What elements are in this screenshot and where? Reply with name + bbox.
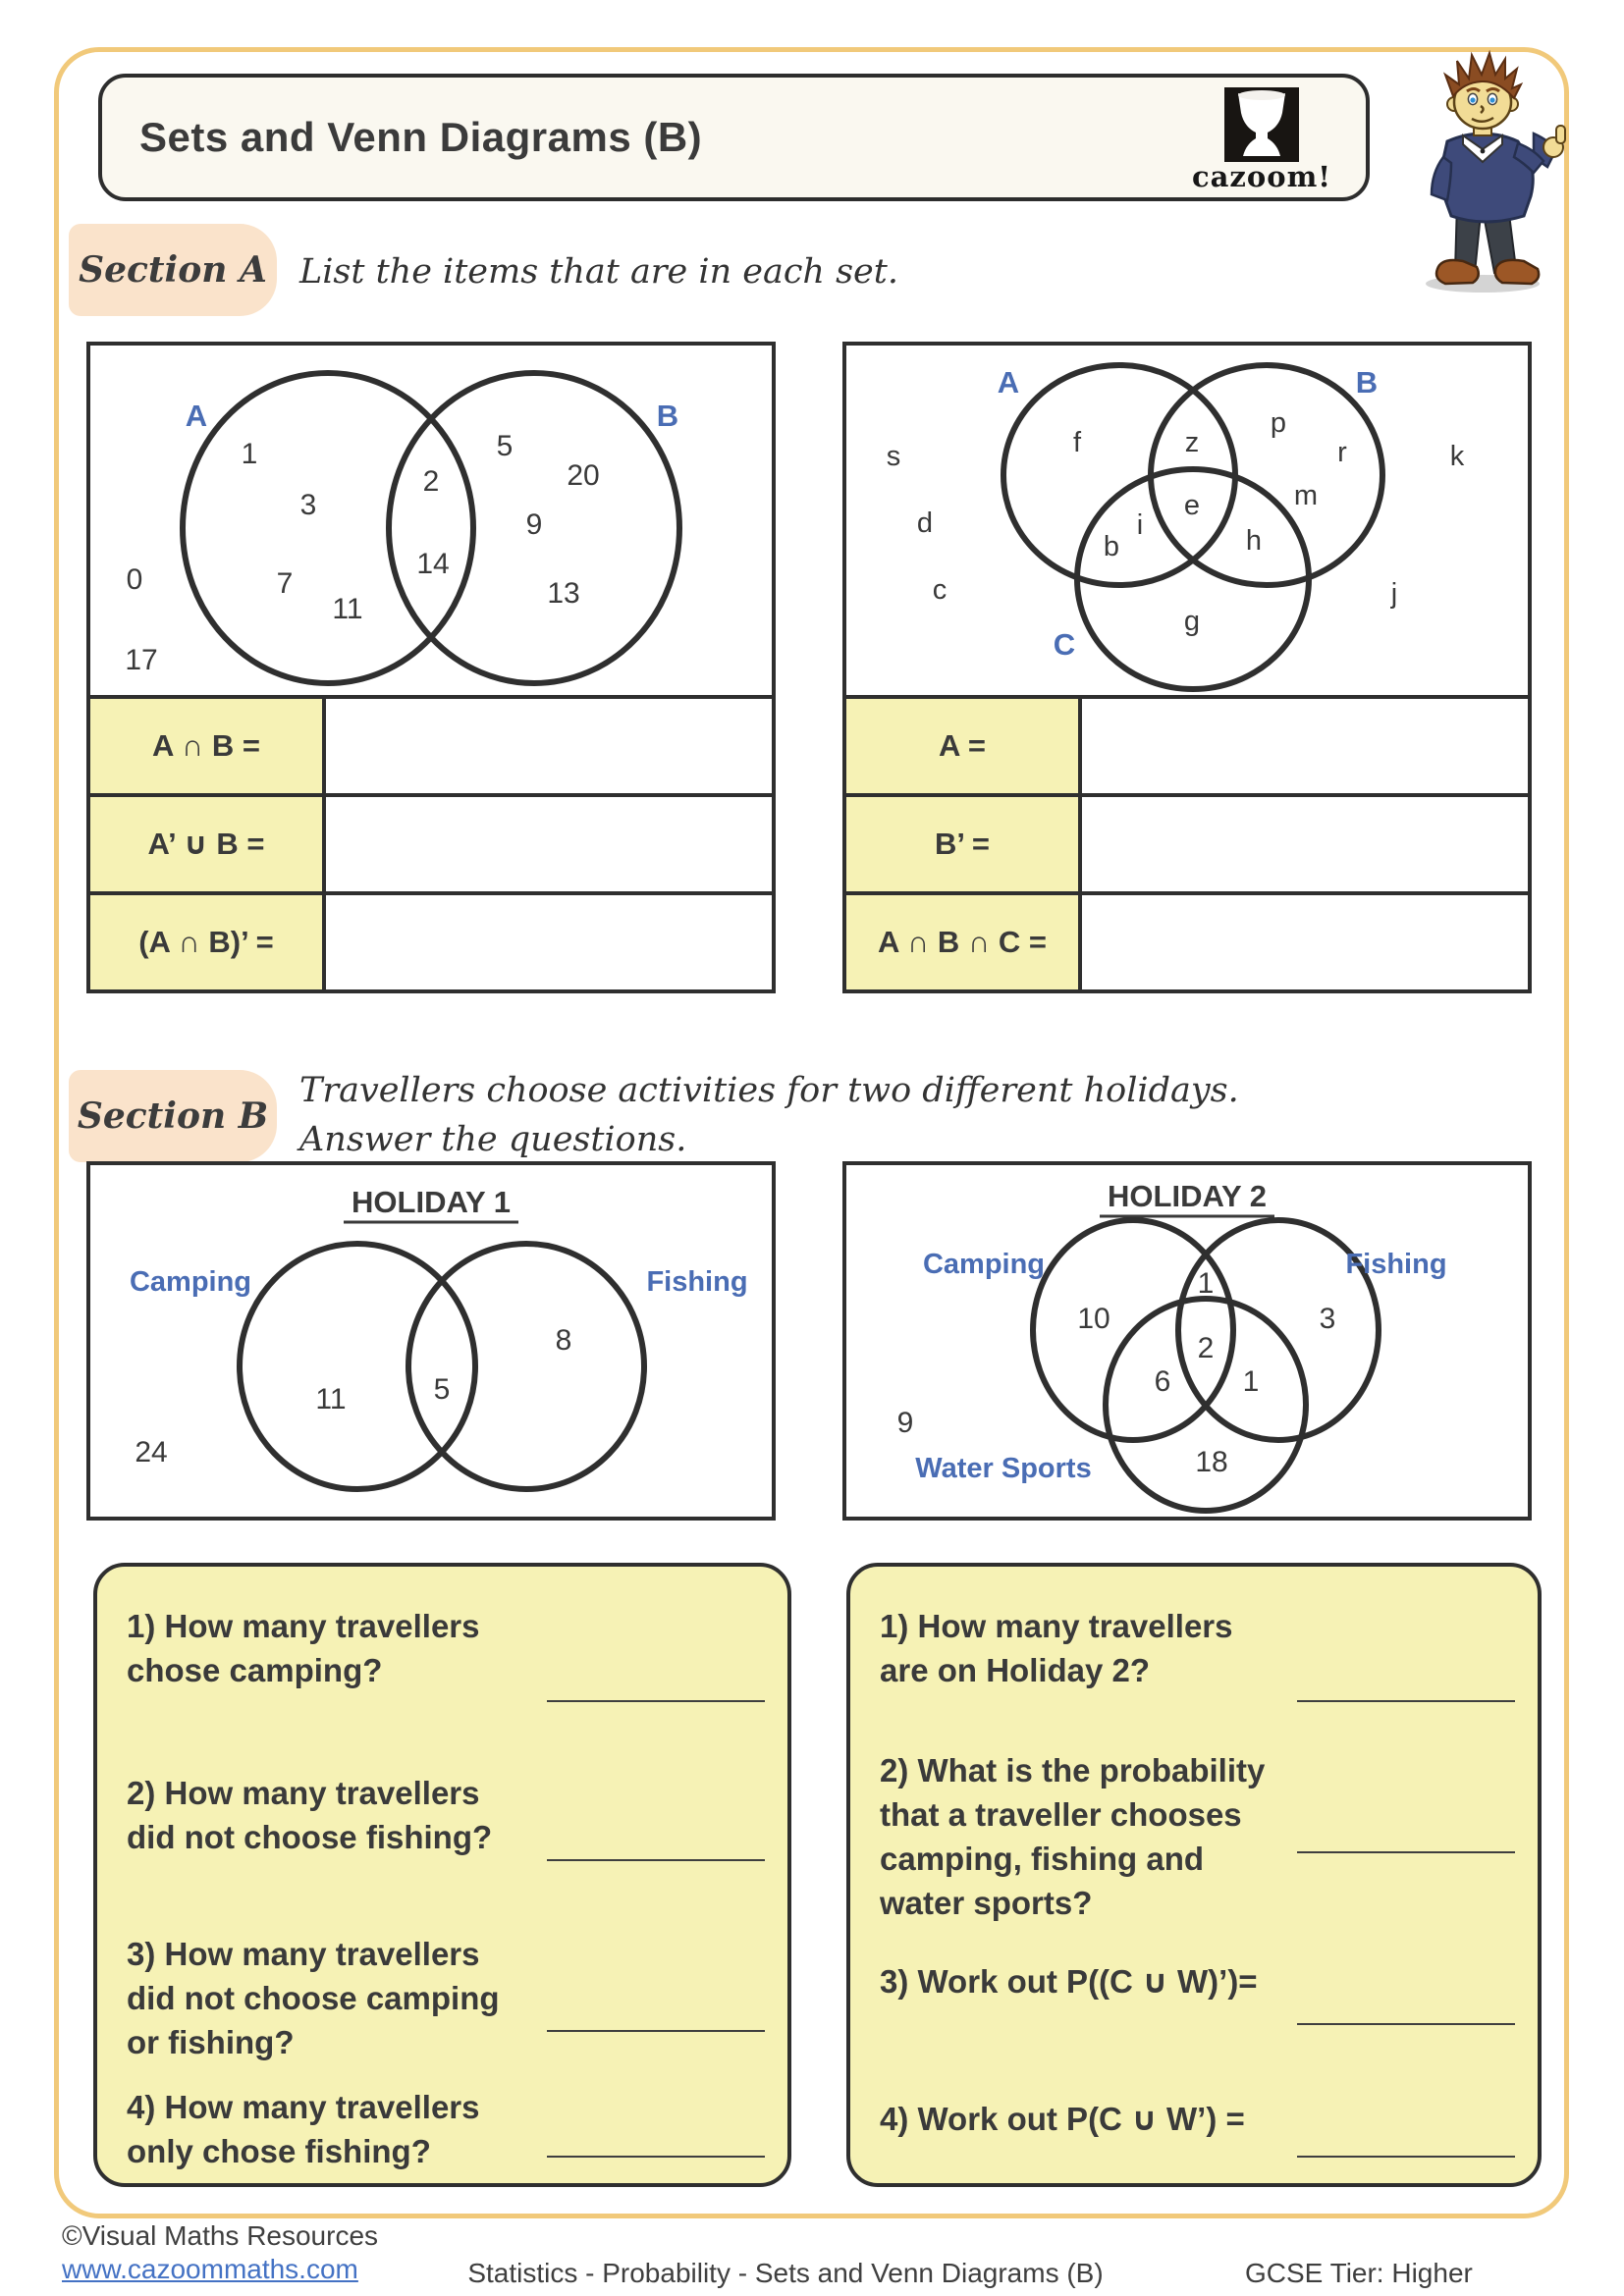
answer-label-cell — [90, 797, 326, 891]
question-line: 4) Work out P(C ∪ W’) = — [880, 2101, 1245, 2137]
holiday1-value: 8 — [555, 1324, 572, 1357]
answer-label-cell — [846, 895, 1082, 989]
venn-abc-item: p — [1270, 407, 1287, 439]
answer-row — [86, 699, 776, 797]
question-line: 1) How many travellers — [880, 1608, 1233, 1644]
answer-label-cell — [90, 895, 326, 989]
holiday1-value: 24 — [135, 1436, 168, 1468]
answer-line[interactable] — [547, 2030, 765, 2032]
fishing-label: Fishing — [1345, 1249, 1447, 1280]
footer-tier-text: GCSE Tier: Higher — [1245, 2258, 1473, 2288]
holiday2-value: 3 — [1319, 1303, 1336, 1335]
question-line: are on Holiday 2? — [880, 1652, 1151, 1688]
holiday2-value: 9 — [896, 1407, 914, 1439]
questions-right-box — [846, 1563, 1542, 2187]
section-a-instruction: List the items that are in each set. — [299, 252, 898, 292]
question-1 — [880, 1604, 1233, 1692]
venn-ab-panel — [86, 342, 776, 993]
holiday2-value: 1 — [1197, 1267, 1215, 1300]
answer-line[interactable] — [1297, 1851, 1515, 1853]
holiday1-diagram — [86, 1161, 776, 1521]
answer-field[interactable] — [1082, 797, 1528, 891]
answer-field[interactable] — [326, 895, 772, 989]
set-expression: A = — [939, 728, 986, 763]
answer-label-cell — [846, 699, 1082, 793]
venn-ab-svg — [90, 346, 772, 695]
question-line: did not choose camping — [127, 1980, 500, 2016]
answer-row — [842, 895, 1532, 993]
venn-abc-item: s — [886, 441, 901, 472]
cazoom-wordmark: cazoom! — [1191, 160, 1332, 193]
camping-label: Camping — [129, 1266, 252, 1298]
answer-line[interactable] — [547, 2156, 765, 2158]
holiday2-value: 2 — [1197, 1332, 1215, 1364]
holiday1-svg — [90, 1165, 772, 1517]
question-2 — [127, 1771, 492, 1859]
holiday2-diagram — [842, 1161, 1532, 1521]
holiday1-title: HOLIDAY 1 — [352, 1185, 511, 1219]
set-c-label: C — [1053, 627, 1076, 662]
set-expression: A ∩ B ∩ C = — [878, 925, 1047, 959]
answer-line[interactable] — [1297, 1700, 1515, 1702]
answer-field[interactable] — [1082, 699, 1528, 793]
venn-ab-item: 2 — [422, 465, 440, 498]
holiday2-value: 6 — [1154, 1365, 1171, 1398]
footer-copyright: ©Visual Maths Resources — [62, 2220, 379, 2251]
venn-abc-item: r — [1337, 437, 1347, 468]
holiday2-value: 10 — [1077, 1303, 1110, 1335]
venn-abc-item: c — [932, 574, 947, 606]
answer-field[interactable] — [326, 797, 772, 891]
venn-ab-item: 20 — [567, 459, 600, 492]
question-4 — [127, 2085, 480, 2173]
question-4 — [880, 2097, 1245, 2141]
question-line: 3) Work out P((C ∪ W)’)= — [880, 1963, 1258, 2000]
footer-center-text: Statistics - Probability - Sets and Venn Diagrams (B) — [467, 2258, 1104, 2288]
venn-ab-item: 9 — [525, 508, 543, 541]
question-3 — [127, 1932, 500, 2064]
page-title: Sets and Venn Diagrams (B) — [139, 114, 703, 160]
venn-ab-item: 5 — [496, 430, 514, 462]
fishing-circle — [408, 1244, 644, 1489]
section-a-pill — [69, 224, 277, 316]
section-b-pill — [69, 1070, 277, 1162]
venn-abc-item: i — [1136, 509, 1144, 541]
question-line: only chose fishing? — [127, 2133, 431, 2169]
venn-abc-item: f — [1072, 427, 1082, 458]
cazoom-logo — [1183, 87, 1340, 191]
venn-abc-item: d — [916, 507, 934, 539]
question-line: 1) How many travellers — [127, 1608, 480, 1644]
question-1 — [127, 1604, 480, 1692]
venn-ab-item: 11 — [332, 593, 363, 625]
set-b-label: B — [1355, 365, 1379, 400]
set-expression: (A ∩ B)’ = — [138, 925, 274, 959]
set-expression: A ∩ B = — [152, 728, 260, 763]
answer-line[interactable] — [547, 1700, 765, 1702]
questions-left-box — [93, 1563, 791, 2187]
answer-label-cell — [846, 797, 1082, 891]
venn-abc-panel — [842, 342, 1532, 993]
question-line: water sports? — [880, 1885, 1093, 1921]
venn-abc-item: m — [1293, 480, 1319, 511]
holiday2-value: 18 — [1195, 1446, 1228, 1478]
question-3 — [880, 1959, 1258, 2003]
question-2 — [880, 1748, 1265, 1925]
answer-row — [86, 895, 776, 993]
question-line: chose camping? — [127, 1652, 383, 1688]
venn-ab-item: 7 — [276, 567, 294, 600]
question-line: 4) How many travellers — [127, 2089, 480, 2125]
venn-abc-item: z — [1184, 427, 1200, 458]
set-a-label: A — [185, 399, 208, 433]
venn-ab-diagram — [86, 342, 776, 699]
answer-row — [842, 699, 1532, 797]
section-b-instruction-line2: Answer the questions. — [299, 1120, 687, 1159]
holiday1-value: 11 — [315, 1383, 347, 1415]
section-b-instruction-line1: Travellers choose activities for two different holidays. — [299, 1071, 1239, 1110]
answer-line[interactable] — [547, 1859, 765, 1861]
answer-field[interactable] — [326, 699, 772, 793]
venn-abc-item: j — [1390, 578, 1398, 610]
camping-label: Camping — [922, 1249, 1046, 1280]
venn-ab-item: 3 — [299, 489, 317, 521]
set-expression: A’ ∪ B = — [147, 827, 265, 861]
title-box — [98, 74, 1370, 201]
question-line: did not choose fishing? — [127, 1819, 493, 1855]
holiday2-svg — [846, 1165, 1528, 1517]
answer-row — [842, 797, 1532, 895]
footer-url-link[interactable]: www.cazoommaths.com — [62, 2254, 358, 2284]
venn-ab-item: 1 — [241, 438, 258, 470]
holiday2-title: HOLIDAY 2 — [1108, 1179, 1267, 1213]
set-b-circle — [1151, 365, 1382, 585]
cazoom-goblet-icon — [1215, 87, 1309, 162]
set-a-label: A — [997, 365, 1020, 400]
venn-abc-diagram — [842, 342, 1532, 699]
holiday2-value: 1 — [1242, 1365, 1260, 1398]
venn-ab-item: 17 — [125, 644, 158, 676]
section-a-label: Section A — [79, 249, 267, 291]
venn-abc-item: g — [1183, 606, 1201, 637]
set-expression: B’ = — [934, 827, 990, 861]
venn-ab-item: 14 — [416, 548, 450, 580]
set-b-label: B — [656, 399, 679, 433]
answer-line[interactable] — [1297, 2156, 1515, 2158]
question-line: or fishing? — [127, 2024, 295, 2060]
answer-field[interactable] — [1082, 895, 1528, 989]
venn-ab-item: 13 — [547, 577, 580, 610]
fishing-label: Fishing — [646, 1266, 748, 1298]
question-line: camping, fishing and — [880, 1841, 1205, 1877]
venn-abc-item: h — [1245, 525, 1263, 557]
holiday1-value: 5 — [433, 1373, 451, 1406]
answer-row — [86, 797, 776, 895]
venn-abc-item: b — [1103, 531, 1120, 562]
venn-ab-item: 0 — [126, 563, 143, 596]
section-b-instruction — [299, 1066, 1239, 1164]
question-line: 3) How many travellers — [127, 1936, 480, 1972]
question-line: 2) What is the probability — [880, 1752, 1266, 1789]
venn-abc-svg — [846, 346, 1528, 695]
water-sports-label: Water Sports — [915, 1453, 1092, 1484]
section-b-label: Section B — [77, 1095, 269, 1137]
answer-label-cell — [90, 699, 326, 793]
question-line: 2) How many travellers — [127, 1775, 480, 1811]
mascot-character — [1386, 47, 1588, 298]
venn-abc-item: k — [1449, 441, 1465, 472]
question-line: that a traveller chooses — [880, 1796, 1242, 1833]
answer-line[interactable] — [1297, 2023, 1515, 2025]
venn-abc-item: e — [1183, 490, 1201, 521]
